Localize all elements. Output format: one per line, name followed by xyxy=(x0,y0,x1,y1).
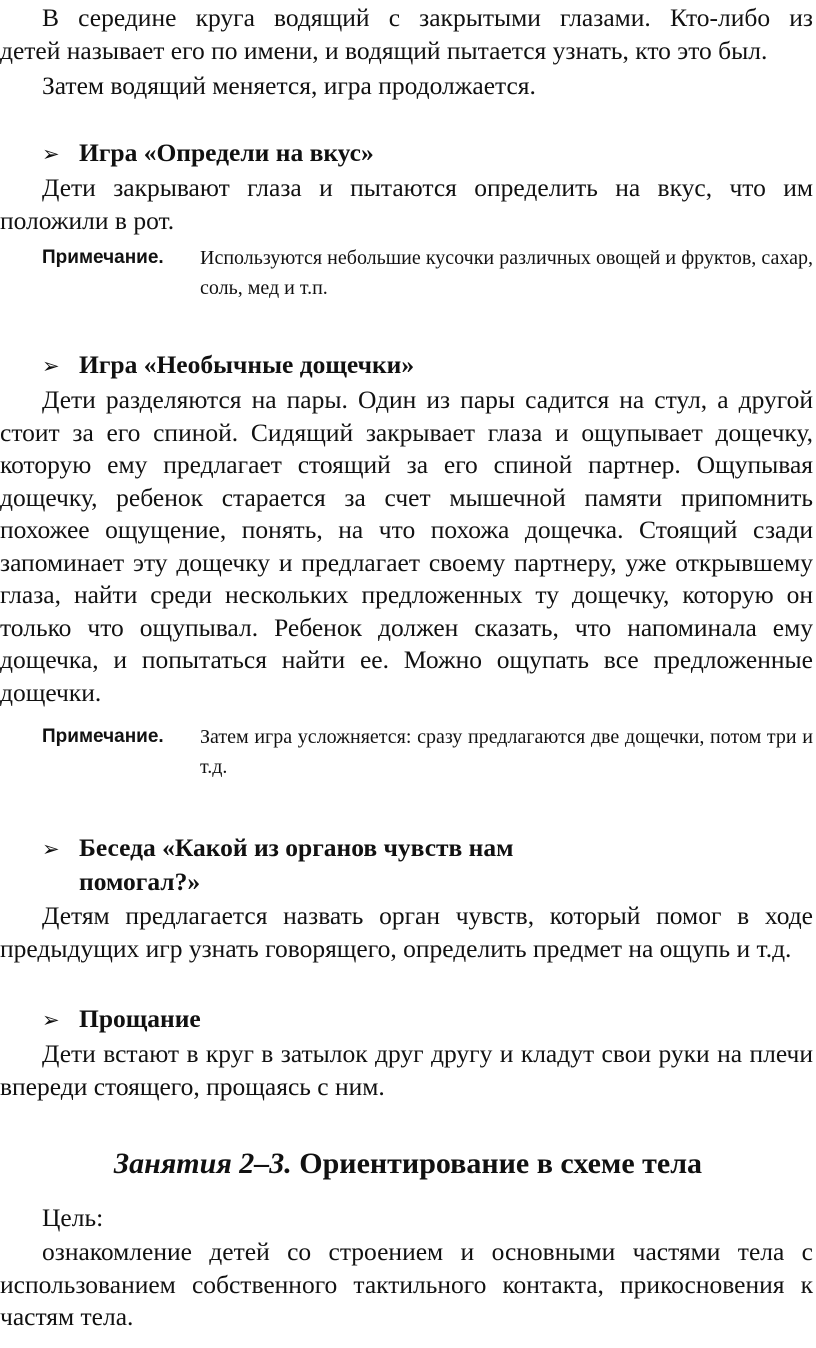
section-title: Прощание xyxy=(79,1004,201,1033)
goal-label: Цель: xyxy=(42,1203,104,1232)
section-heading xyxy=(42,1003,762,1037)
paragraph: Дети закрывают глаза и пытаются определить на вкус, что им положили в рот. xyxy=(0,173,813,235)
paragraph-line: В середине круга водящий с закрытыми глазами. Кто-либо из xyxy=(42,3,813,32)
arrowhead-icon: ➢ xyxy=(42,142,60,166)
section-heading xyxy=(42,832,762,898)
paragraph: Дети разделяются на пары. Один из пары садится на стул, а другой стоит за его спиной. Сидящий закрывает глаза и ощупывает дощечку, которую ему предлагает стоящий за его спиной партнер. Ощупывая дощечку, ребенок старается за счет мышечной памяти припомнить похожее ощущение, понять, на что похожа дощечка. Стоящий сзади запоминает эту дощечку и предлагает своему партнеру, уже открывшему глаза, найти среди нескольких предложенных ту дощечку, которую он только что ощупывал. Ребенок должен сказать, что напоминала ему дощечка, и попытаться найти ее. Можно ощупать все предложенные дощечки. xyxy=(0,385,813,707)
note-text: Затем игра усложняется: сразу предлагаются две дощечки, потом три и т.д. xyxy=(200,726,813,778)
arrowhead-icon: ➢ xyxy=(42,1008,60,1032)
arrowhead-icon: ➢ xyxy=(42,837,60,861)
note xyxy=(0,722,813,784)
section-title-continued: помогал?» xyxy=(79,866,201,896)
note-text: Используются небольшие кусочки различных овощей и фруктов, сахар, соль, мед и т.п. xyxy=(200,247,813,299)
lesson-number: Занятия 2–3. xyxy=(113,1147,292,1180)
lesson-title: Ориентирование в схеме тела xyxy=(299,1147,703,1180)
goal-text: ознакомление детей со строением и основными частями тела с использованием собственного тактильного контакта, прикосновения к частям тела. xyxy=(0,1237,813,1331)
paragraph: Затем водящий меняется, игра продолжается. xyxy=(42,71,536,100)
section-heading xyxy=(42,137,762,171)
paragraph-line: детей называет его по имени, и водящий пытается узнать, кто это был. xyxy=(0,36,768,65)
section-title: Игра «Определи на вкус» xyxy=(79,138,374,167)
section-title: Беседа «Какой из органов чувств нам xyxy=(79,833,514,862)
note-label: Примечание. xyxy=(42,247,164,268)
note-label: Примечание. xyxy=(42,726,164,747)
section-heading xyxy=(42,349,762,383)
section-title: Игра «Необычные дощечки» xyxy=(79,350,415,379)
paragraph: Дети встают в круг в затылок друг другу и кладут свои руки на плечи впереди стоящего, прощаясь с ним. xyxy=(0,1039,813,1101)
note xyxy=(0,243,813,305)
arrowhead-icon: ➢ xyxy=(42,354,60,378)
lesson-heading xyxy=(0,1146,816,1182)
paragraph: Детям предлагается назвать орган чувств, который помог в ходе предыдущих игр узнать говорящего, определить предмет на ощупь и т.д. xyxy=(0,901,813,963)
